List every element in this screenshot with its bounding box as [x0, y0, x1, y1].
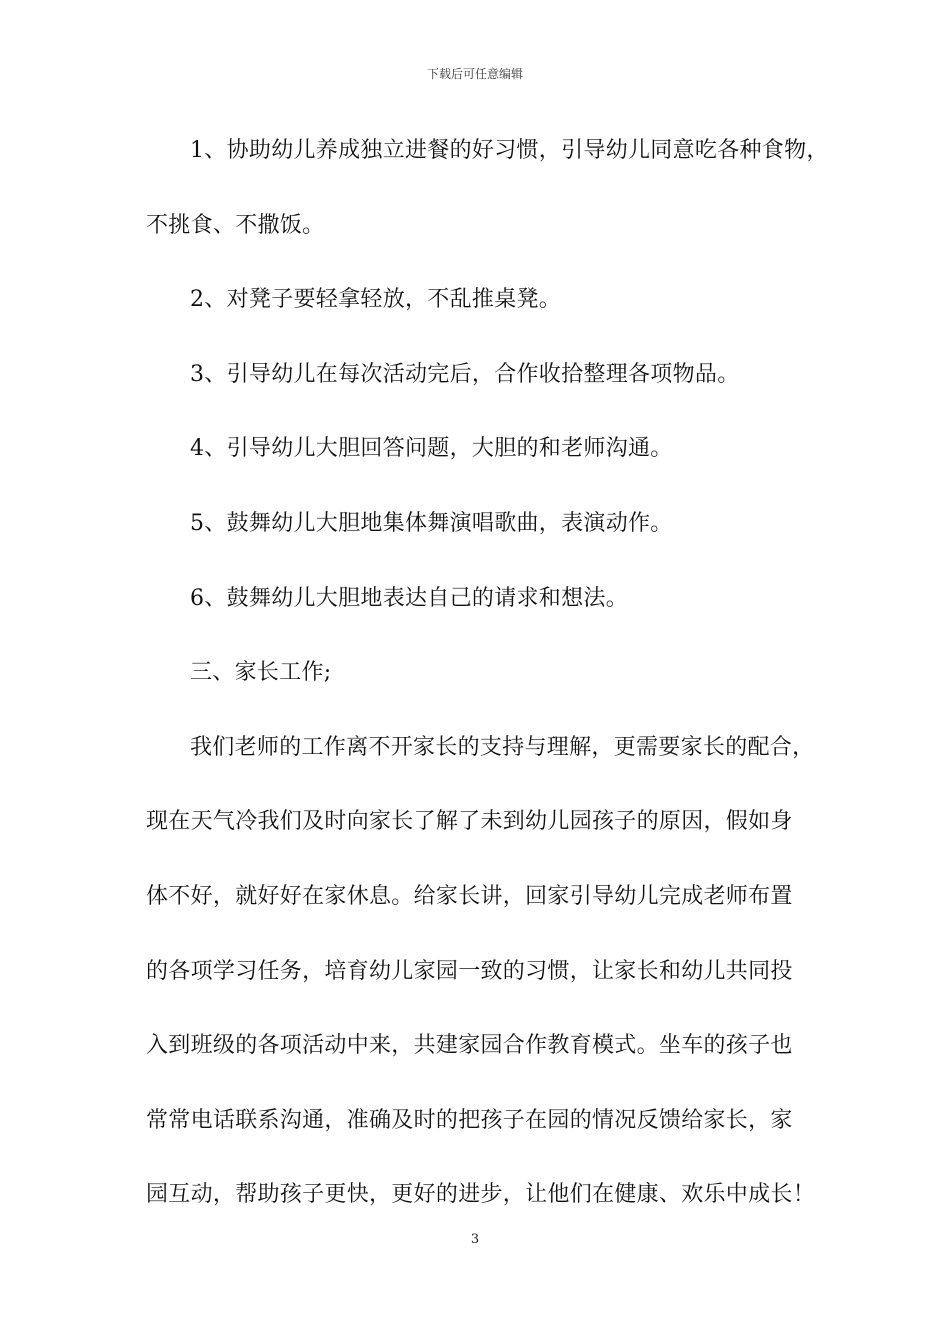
paragraph-line: 6、鼓舞幼儿大胆地表达自己的请求和想法。 [190, 585, 628, 611]
paragraph-line: 我们老师的工作离不开家长的支持与理解，更需要家长的配合， [190, 734, 815, 760]
paragraph-line: 2、对凳子要轻拿轻放，不乱推桌凳。 [190, 287, 562, 313]
paragraph-line: 体不好，就好好在家休息。给家长讲，回家引导幼儿完成老师布置 [146, 883, 793, 909]
paragraph-line: 3、引导幼儿在每次活动完后，合作收拾整理各项物品。 [190, 361, 740, 387]
page-number: 3 [470, 1232, 480, 1247]
paragraph-line: 常常电话联系沟通，准确及时的把孩子在园的情况反馈给家长，家 [146, 1107, 793, 1133]
paragraph-line: 1、协助幼儿养成独立进餐的好习惯，引导幼儿同意吃各种食物， [190, 138, 829, 163]
paragraph-line: 现在天气冷我们及时向家长了解了未到幼儿园孩子的原因，假如身 [146, 809, 793, 835]
paragraph-line: 入到班级的各项活动中来，共建家园合作教育模式。坐车的孩子也 [146, 1033, 793, 1059]
page-header-note: 下载后可任意编辑 [426, 67, 523, 81]
paragraph-line: 不挑食、不撒饭。 [146, 212, 325, 238]
section-heading: 三、家长工作; [190, 660, 332, 686]
paragraph-line: 5、鼓舞幼儿大胆地集体舞演唱歌曲，表演动作。 [190, 510, 673, 536]
paragraph-line: 4、引导幼儿大胆回答问题，大胆的和老师沟通。 [190, 436, 673, 462]
paragraph-line: 的各项学习任务，培育幼儿家园一致的习惯，让家长和幼儿共同投 [146, 958, 793, 984]
body-text [146, 131, 836, 1250]
paragraph-line: 园互动，帮助孩子更快，更好的进步，让他们在健康、欢乐中成长！ [146, 1182, 816, 1208]
